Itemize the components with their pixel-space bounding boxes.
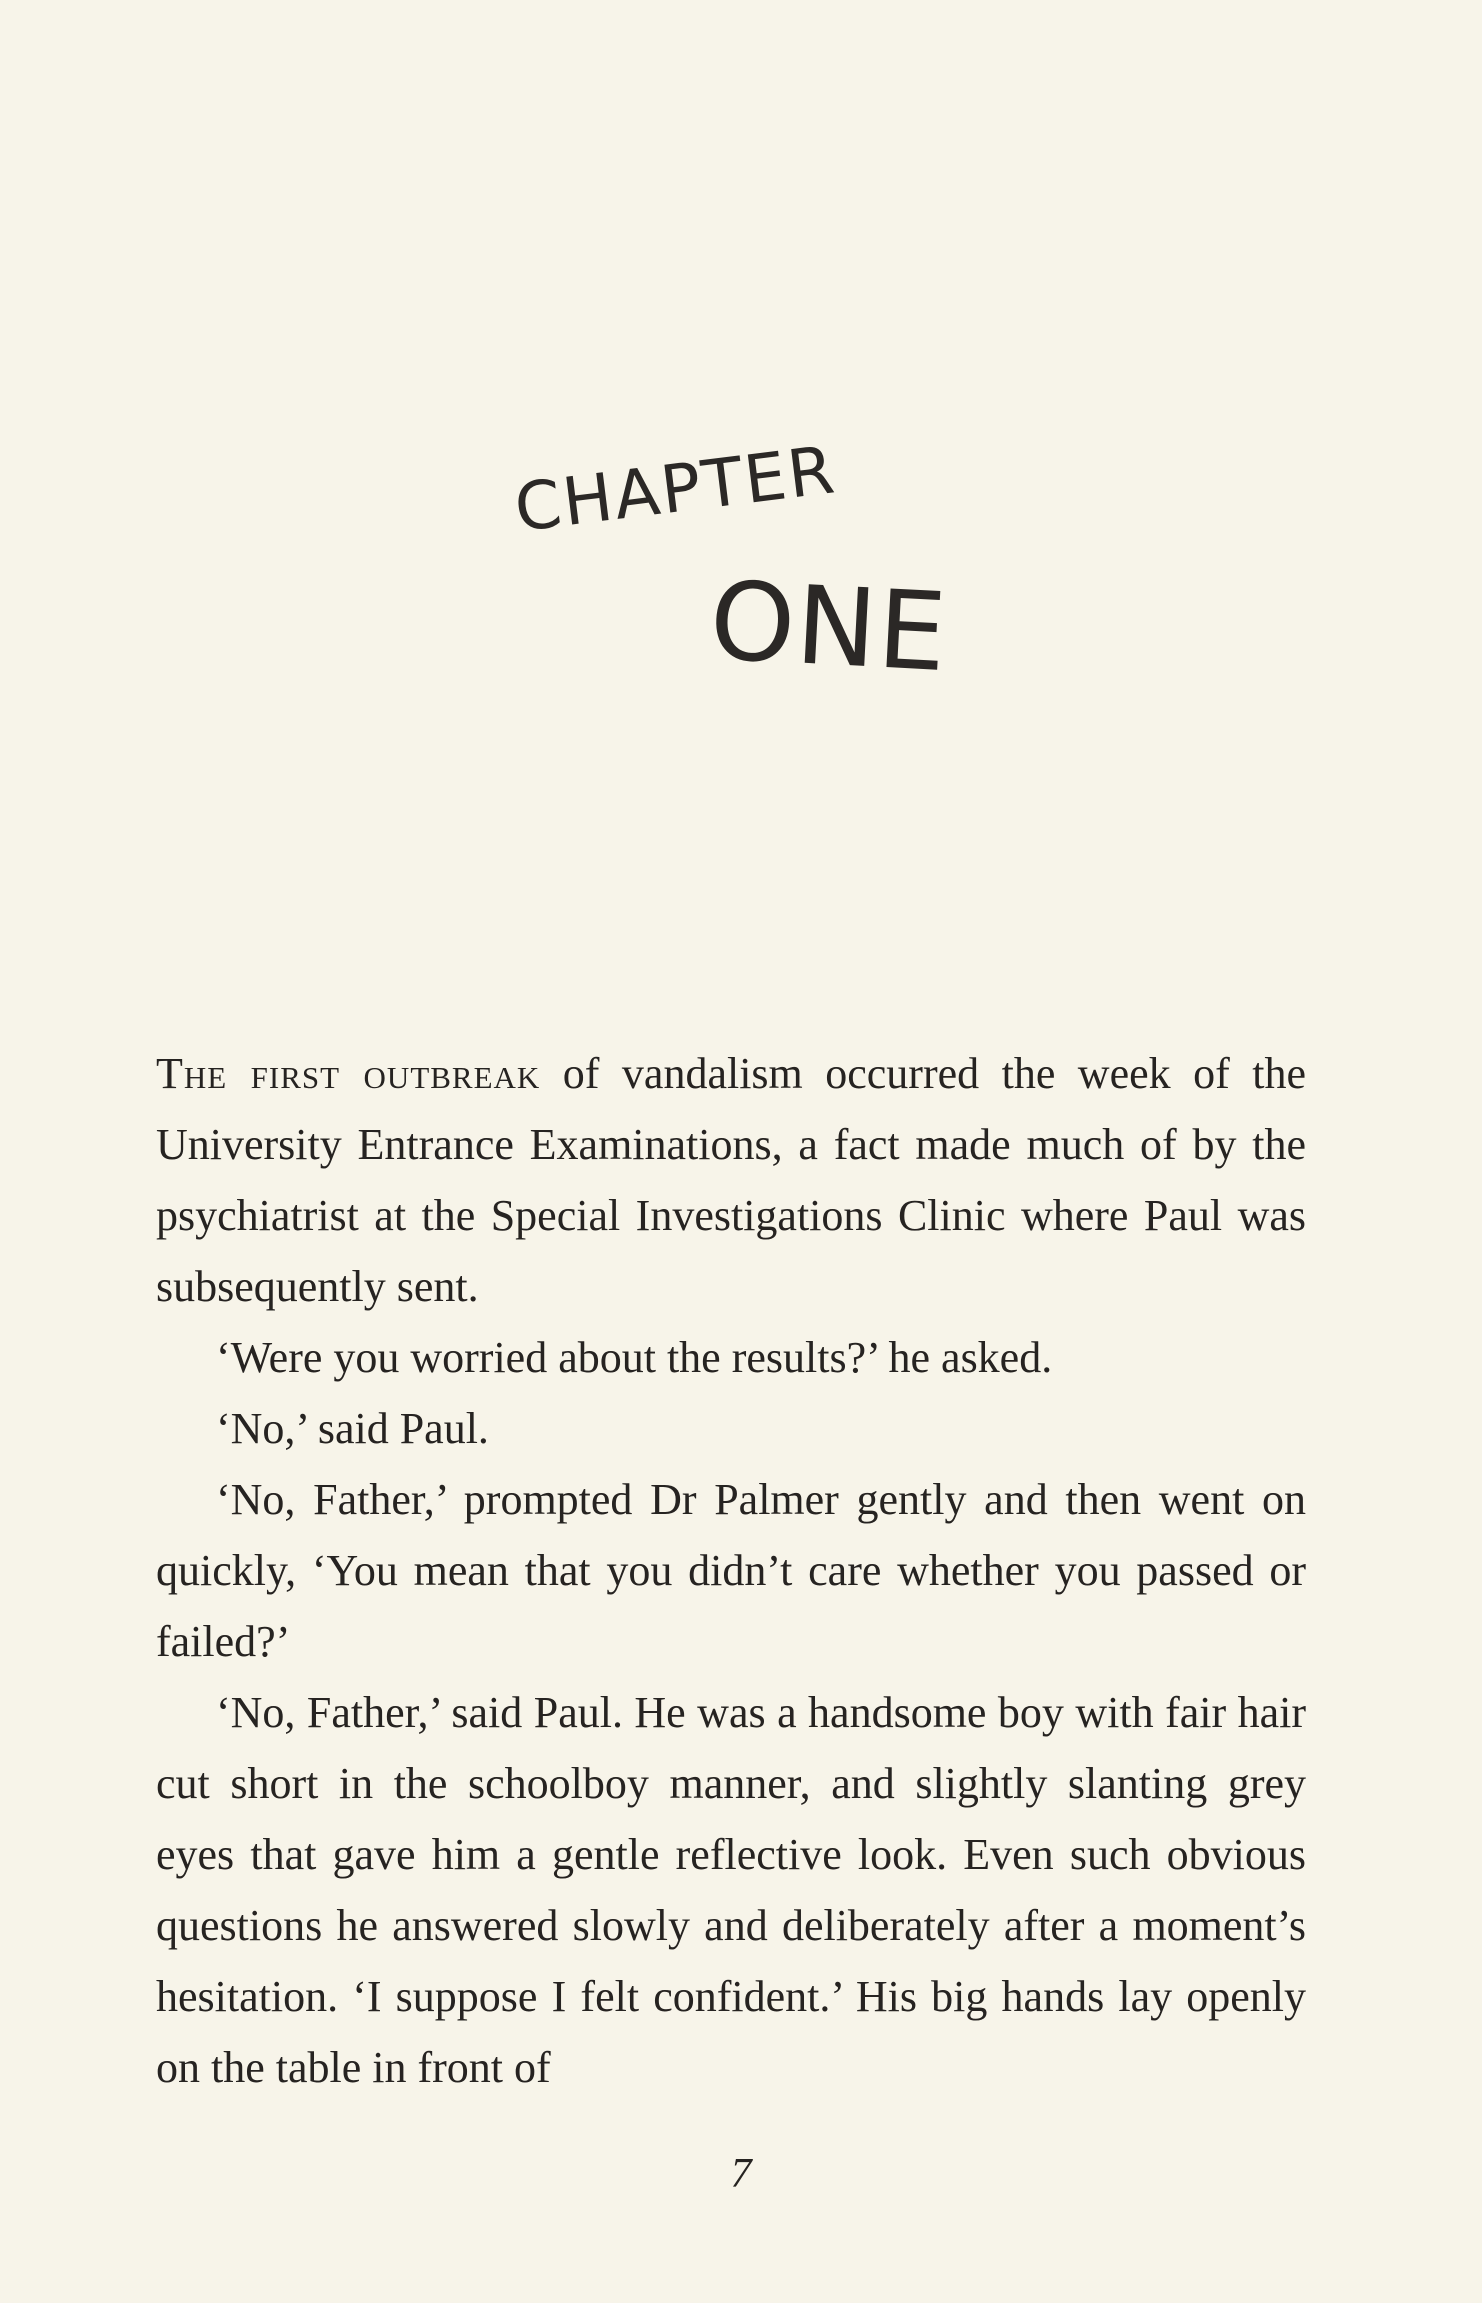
- chapter-label: CHAPTER: [510, 431, 841, 547]
- body-text: [156, 1038, 1306, 2103]
- paragraph-4: ‘No, Father,’ prompted Dr Palmer gently and then went on quickly, ‘You mean that you didn’t care whether you passed or failed?’: [156, 1475, 1306, 1666]
- paragraph-1-text: of vandalism occurred the week of the University Entrance Examinations, a fact made much of by the psychiatrist at the Special Investigations Clinic where Paul was subsequently sent.: [156, 1049, 1306, 1311]
- paragraph-5: ‘No, Father,’ said Paul. He was a handsome boy with fair hair cut short in the schoolboy manner, and slightly slanting grey eyes that gave him a gentle reflective look. Even such obvious questions he answered slowly and deliberately after a moment’s hesitation. ‘I suppose I felt confident.’ His big hands lay openly on the table in front of: [156, 1688, 1306, 2092]
- paragraph-3: ‘No,’ said Paul.: [216, 1404, 489, 1453]
- paragraph-2: ‘Were you worried about the results?’ he asked.: [216, 1333, 1053, 1382]
- paragraph-1: [156, 1038, 1306, 1322]
- chapter-heading: [510, 431, 1040, 700]
- page-number: 7: [730, 2151, 752, 2197]
- chapter-number: ONE: [706, 558, 951, 697]
- paragraph-lead-in: The first outbreak: [156, 1049, 541, 1098]
